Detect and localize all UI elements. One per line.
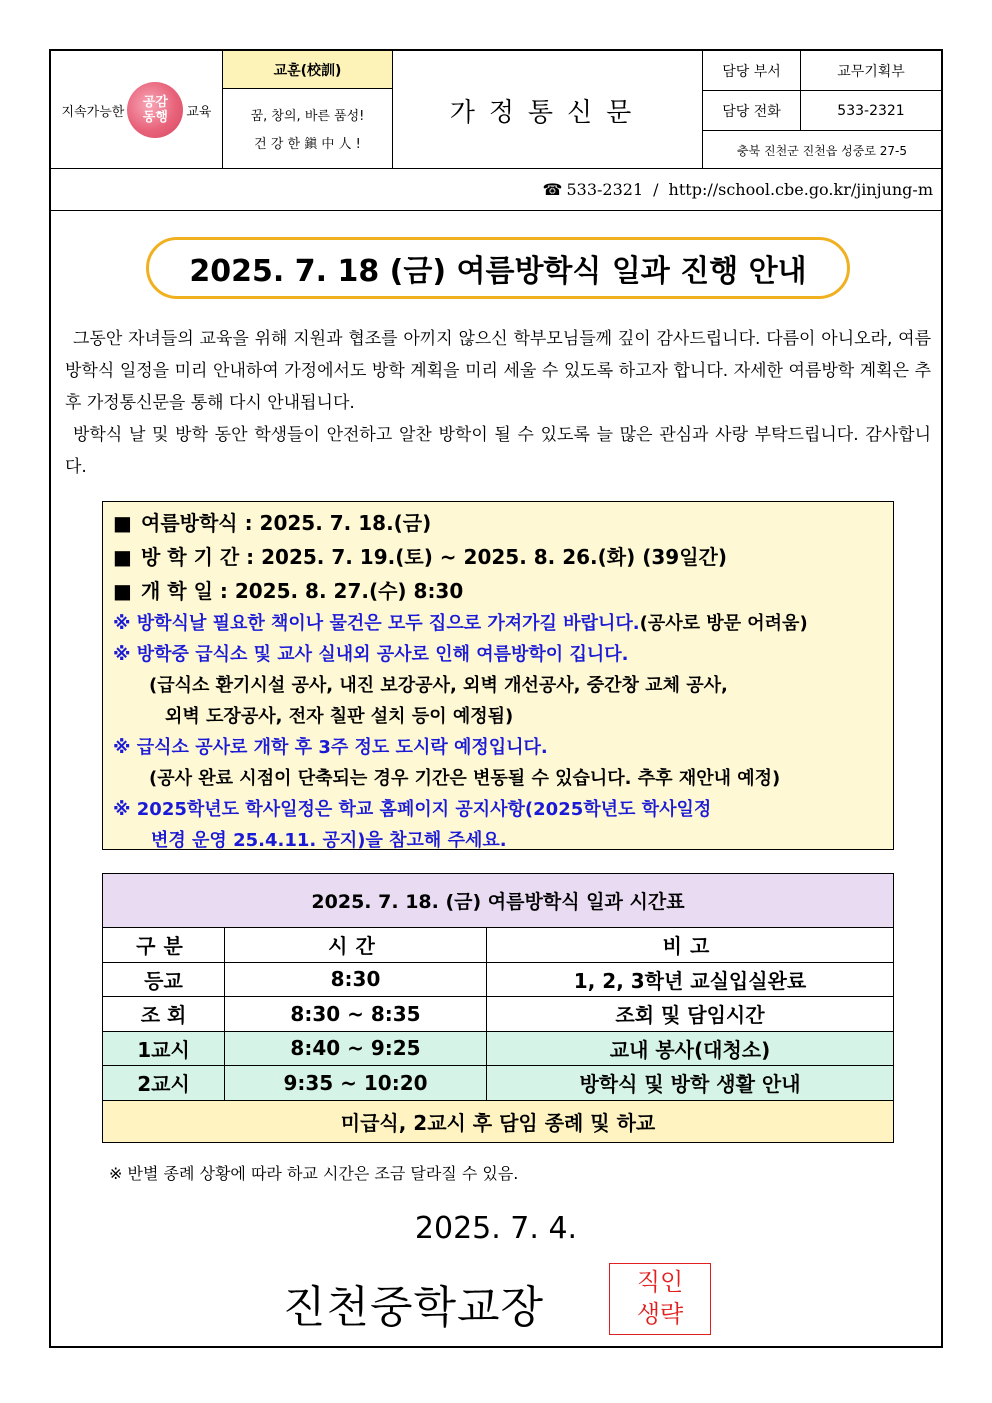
seal-line-2: 생략 xyxy=(636,1300,684,1328)
phone-icon: ☎ xyxy=(542,180,563,199)
notice-note-3-detail: (공사 완료 시점이 단축되는 경우 기간은 변동될 수 있습니다. 추후 재안내 예정) xyxy=(149,768,781,789)
row-time: 8:30 xyxy=(225,962,487,997)
logo-badge-line2: 동행 xyxy=(142,110,168,125)
table-row xyxy=(103,1031,894,1066)
dept-value: 교무기획부 xyxy=(837,64,905,80)
col-header-time: 시간 xyxy=(225,928,487,963)
issue-date: 2025. 7. 4. xyxy=(414,1211,578,1246)
logo-right-text: 교육 xyxy=(186,104,212,120)
phone-label: 담당 전화 xyxy=(703,91,801,131)
intro-paragraph-2: 방학식 날 및 방학 동안 학생들이 안전하고 알찬 방학이 될 수 있도록 늘 많은 관심과 사랑 부탁드립니다. 감사합니다. xyxy=(65,425,931,477)
principal-signature: 진천중학교장 xyxy=(283,1282,545,1333)
schedule-footer: 미급식, 2교시 후 담임 종례 및 하교 xyxy=(103,1100,894,1142)
row-remark: 교내 봉사(대청소) xyxy=(487,1031,894,1066)
contact-phone: 533-2321 xyxy=(566,180,644,199)
notice-note-2: ※ 방학중 급식소 및 교사 실내외 공사로 인해 여름방학이 깁니다. xyxy=(113,644,629,665)
contact-info-box xyxy=(703,51,941,169)
letter-frame xyxy=(49,49,943,1348)
document-title: 가정통신문 xyxy=(393,51,703,169)
row-time: 9:35 ~ 10:20 xyxy=(225,1066,487,1101)
notice-item-vacation: ■ 방 학 기 간 : 2025. 7. 19.(토) ~ 2025. 8. 26.(화) (39일간) xyxy=(113,545,727,569)
notice-note-4: ※ 2025학년도 학사일정은 학교 홈페이지 공지사항(2025학년도 학사일정 xyxy=(113,799,712,820)
logo-badge-icon xyxy=(127,82,183,138)
phone-value: 533-2321 xyxy=(837,103,905,119)
intro-paragraph-1: 그동안 자녀들의 교육을 위해 지원과 협조를 아끼지 않으신 학부모님들께 깊이 감사드립니다. 다름이 아니오라, 여름방학식 일정을 미리 안내하여 가정에서도 방학 계획을 미리 세울 수 있도록 하고자 합니다. 자세한 여름방학 계획은 추후 가정통신문을 통해 다시 안내됩니다. xyxy=(65,329,931,413)
footnote: ※ 반별 종례 상황에 따라 하교 시간은 조금 달라질 수 있음. xyxy=(109,1164,519,1183)
school-logo xyxy=(51,51,223,169)
row-category: 2교시 xyxy=(103,1066,225,1101)
table-row xyxy=(103,997,894,1032)
seal-line-1: 직인 xyxy=(636,1268,684,1296)
row-category: 1교시 xyxy=(103,1031,225,1066)
school-address: 충북 진천군 진천읍 성중로 27-5 xyxy=(736,143,907,158)
dept-label: 담당 부서 xyxy=(703,51,801,91)
letter-header xyxy=(51,51,941,169)
row-category: 등교 xyxy=(103,962,225,997)
seal-stamp xyxy=(609,1263,711,1335)
notice-item-closing: ■ 여름방학식 : 2025. 7. 18.(금) xyxy=(113,511,432,535)
motto-line-1: 꿈, 창의, 바른 품성! xyxy=(250,109,365,124)
notice-note-4-cont: 변경 운영 25.4.11. 공지)을 참고해 주세요. xyxy=(151,830,507,851)
table-row xyxy=(103,962,894,997)
notice-item-opening: ■ 개 학 일 : 2025. 8. 27.(수) 8:30 xyxy=(113,579,464,603)
notice-note-3: ※ 급식소 공사로 개학 후 3주 정도 도시락 예정입니다. xyxy=(113,737,548,758)
notice-note-2-detail-1: (급식소 환기시설 공사, 내진 보강공사, 외벽 개선공사, 중간창 교체 공사, xyxy=(149,675,728,696)
logo-left-text: 지속가능한 xyxy=(61,104,125,120)
schedule-caption: 2025. 7. 18. (금) 여름방학식 일과 시간표 xyxy=(103,874,894,928)
contact-line xyxy=(51,169,941,211)
school-url-link[interactable]: http://school.cbe.go.kr/jinjung-m xyxy=(668,180,933,199)
logo-badge-line1: 공감 xyxy=(142,95,168,110)
col-header-category: 구분 xyxy=(103,928,225,963)
row-remark: 방학식 및 방학 생활 안내 xyxy=(487,1066,894,1101)
notice-note-1: ※ 방학식날 필요한 책이나 물건은 모두 집으로 가져가길 바랍니다.(공사로 방문 어려움) xyxy=(113,613,808,634)
col-header-remark: 비고 xyxy=(487,928,894,963)
row-time: 8:30 ~ 8:35 xyxy=(225,997,487,1032)
row-remark: 조회 및 담임시간 xyxy=(487,997,894,1032)
intro-text xyxy=(65,323,931,483)
schedule-table xyxy=(102,873,894,1143)
headline: 2025. 7. 18 (금) 여름방학식 일과 진행 안내 xyxy=(146,237,850,299)
contact-separator: / xyxy=(653,180,659,199)
row-category: 조 회 xyxy=(103,997,225,1032)
table-row xyxy=(103,1066,894,1101)
motto-title: 교훈(校訓) xyxy=(223,51,392,89)
row-time: 8:40 ~ 9:25 xyxy=(225,1031,487,1066)
notice-box xyxy=(102,501,894,850)
notice-note-2-detail-2: 외벽 도장공사, 전자 칠판 설치 등이 예정됨) xyxy=(165,706,514,727)
motto-box xyxy=(223,51,393,169)
motto-line-2: 건 강 한 鎭 中 人 ! xyxy=(254,137,361,152)
row-remark: 1, 2, 3학년 교실입실완료 xyxy=(487,962,894,997)
